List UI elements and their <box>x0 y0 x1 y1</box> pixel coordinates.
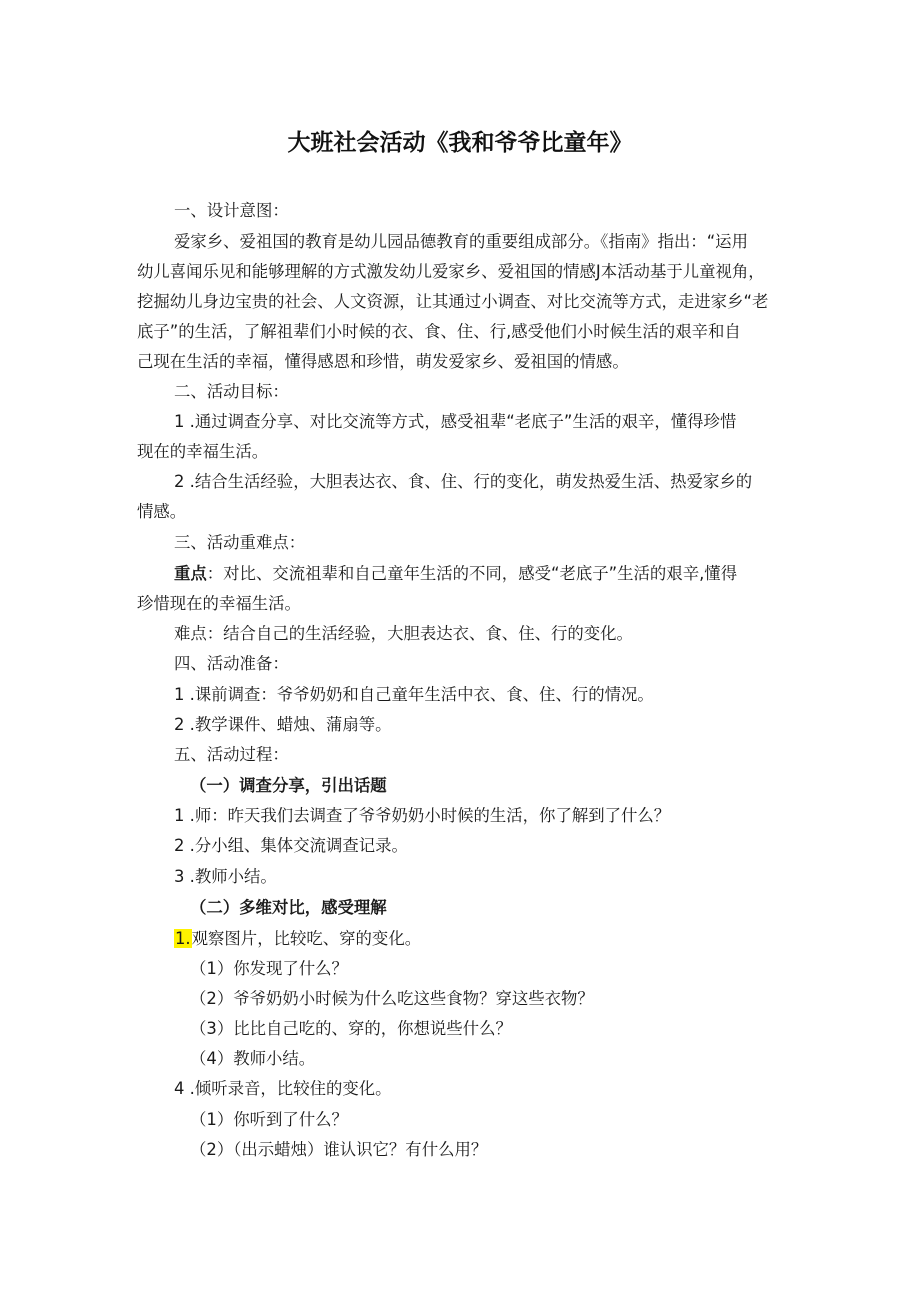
process-question: （1）你听到了什么？ <box>190 1110 348 1129</box>
process-heading: 五、活动过程： <box>174 745 289 764</box>
key-point-label: 重点 <box>174 564 207 583</box>
process-question: （4）教师小结。 <box>190 1049 316 1068</box>
process-question: （3）比比自己吃的、穿的，你想说些什么？ <box>190 1019 512 1038</box>
process-step: 4 .倾听录音，比较住的变化。 <box>174 1079 392 1098</box>
key-points-heading: 三、活动重难点： <box>174 533 306 552</box>
goal-item: 2 .结合生活经验，大胆表达衣、食、住、行的变化，萌发热爱生活、热爱家乡的 <box>174 472 753 491</box>
highlighted-step-number: 1. <box>175 929 191 948</box>
design-body-line: 爱家乡、爱祖国的教育是幼儿园品德教育的重要组成部分。《指南》指出：“运用 <box>174 232 748 251</box>
process-step-text: 观察图片，比较吃、穿的变化。 <box>191 929 422 948</box>
difficulty-point: 难点：结合自己的生活经验，大胆表达衣、食、住、行的变化。 <box>174 624 633 643</box>
process-step: 2 .分小组、集体交流调查记录。 <box>174 836 408 855</box>
design-body-line: 己现在生活的幸福，懂得感恩和珍惜，萌发爱家乡、爱祖国的情感。 <box>137 352 629 371</box>
key-point <box>174 563 737 585</box>
design-body-line: 挖掘幼儿身边宝贵的社会、人文资源，让其通过小调查、对比交流等方式，走进家乡“老 <box>137 292 769 311</box>
process-step <box>174 928 421 950</box>
goals-heading: 二、活动目标： <box>174 382 289 401</box>
document-title: 大班社会活动《我和爷爷比童年》 <box>287 130 633 156</box>
preparation-item: 1 .课前调查：爷爷奶奶和自己童年生活中衣、食、住、行的情况。 <box>174 685 654 704</box>
preparation-heading: 四、活动准备： <box>174 654 289 673</box>
preparation-item: 2 .教学课件、蜡烛、蒲扇等。 <box>174 715 392 734</box>
goal-item-continued: 情感。 <box>137 502 187 521</box>
key-point-text: ：对比、交流祖辈和自己童年生活的不同，感受“老底子”生活的艰辛,懂得 <box>206 564 738 583</box>
process-step: 3 .教师小结。 <box>174 867 277 886</box>
process-part-heading: （一）调查分享，引出话题 <box>190 776 387 795</box>
process-part-heading: （二）多维对比，感受理解 <box>190 898 387 917</box>
process-question: （2）（出示蜡烛）谁认识它？有什么用？ <box>190 1140 488 1159</box>
process-question: （1）你发现了什么？ <box>190 959 348 978</box>
design-body-line: 底子”的生活，了解祖辈们小时候的衣、食、住、行,感受他们小时候生活的艰辛和自 <box>137 322 741 341</box>
key-point-continued: 珍惜现在的幸福生活。 <box>137 594 301 613</box>
goal-item-continued: 现在的幸福生活。 <box>137 442 269 461</box>
design-heading: 一、设计意图： <box>174 201 289 220</box>
process-question: （2）爷爷奶奶小时候为什么吃这些食物？穿这些衣物？ <box>190 989 594 1008</box>
design-body-line: 幼儿喜闻乐见和能够理解的方式激发幼儿爱家乡、爱祖国的情感J本活动基于儿童视角， <box>137 262 765 281</box>
process-step: 1 .师：昨天我们去调查了爷爷奶奶小时候的生活，你了解到了什么？ <box>174 806 671 825</box>
goal-item: 1 .通过调查分享、对比交流等方式，感受祖辈“老底子”生活的艰辛，懂得珍惜 <box>174 412 737 431</box>
